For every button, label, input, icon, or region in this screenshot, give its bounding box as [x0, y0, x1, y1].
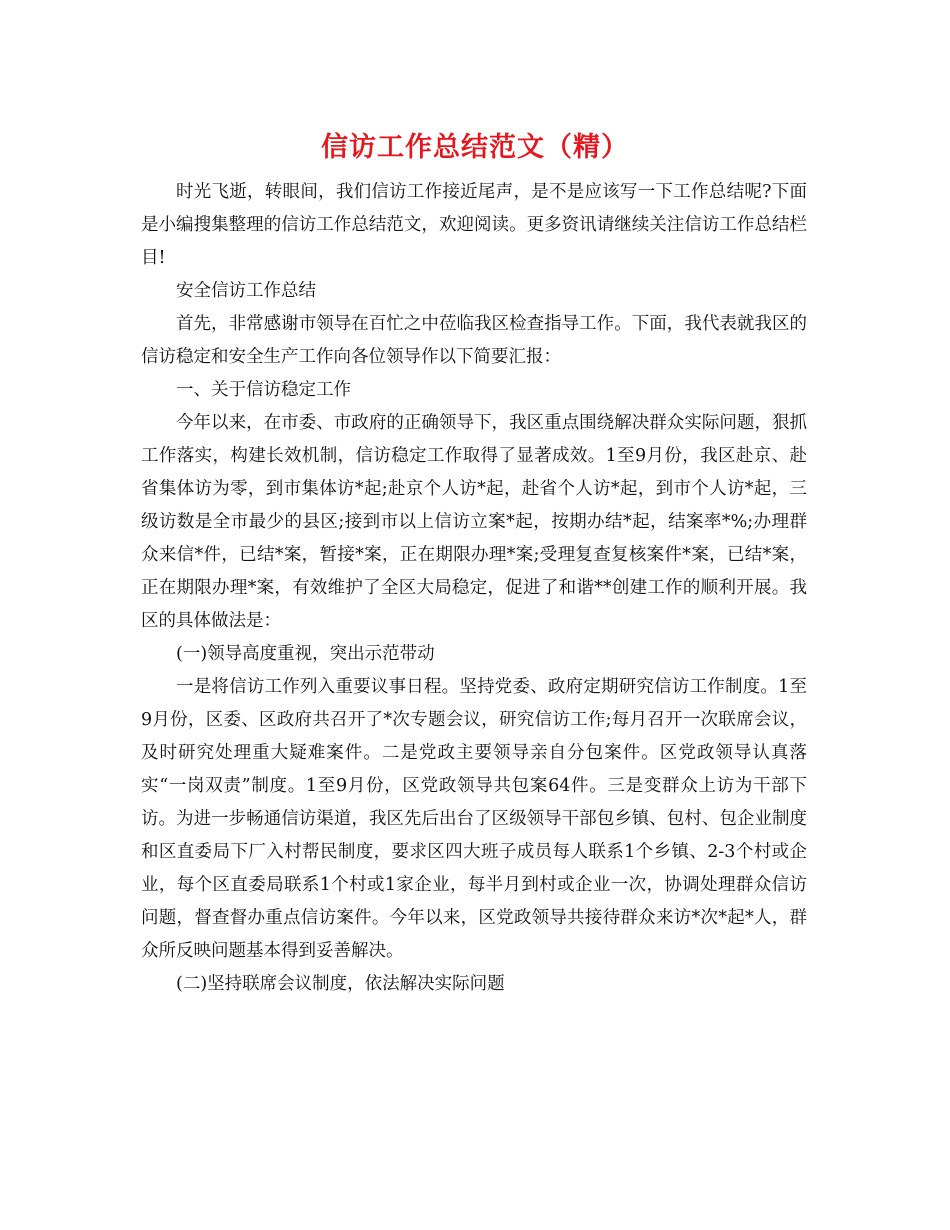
body-paragraph: 今年以来，在市委、市政府的正确领导下，我区重点围绕解决群众实际问题，狠抓工作落实，构建长效机制，信访稳定工作取得了显著成效。1至9月份，我区赴京、赴省集体访为零，到市集体访*起;赴京个人访*起，赴省个人访*起，到市个人访*起，三级访数是全市最少的县区;接到市以上信访立案*起，按期办结*起，结案率*%;办理群众来信*件，已结*案，暂接*案，正在期限办理*案;受理复查复核案件*案，已结*案，正在期限办理*案，有效维护了全区大局稳定，促进了和谐**创建工作的顺利开展。我区的具体做法是： — [141, 413, 807, 631]
opening-paragraph: 首先，非常感谢市领导在百忙之中莅临我区检查指导工作。下面，我代表就我区的信访稳定和安全生产工作向各位领导作以下简要汇报： — [141, 314, 807, 367]
document-body — [141, 176, 807, 1001]
section-heading: 安全信访工作总结 — [176, 281, 316, 301]
intro-paragraph: 时光飞逝，转眼间，我们信访工作接近尾声，是不是应该写一下工作总结呢?下面是小编搜集整理的信访工作总结范文，欢迎阅读。更多资讯请继续关注信访工作总结栏目! — [141, 182, 807, 268]
document-title: 信访工作总结范文（精） — [321, 132, 629, 163]
section-heading: 一、关于信访稳定工作 — [176, 380, 351, 400]
subsection-heading: (一)领导高度重视，突出示范带动 — [176, 644, 435, 664]
body-paragraph: 一是将信访工作列入重要议事日程。坚持党委、政府定期研究信访工作制度。1至9月份，区委、区政府共召开了*次专题会议，研究信访工作;每月召开一次联席会议，及时研究处理重大疑难案件。二是党政主要领导亲自分包案件。区党政领导认真落实“一岗双责”制度。1至9月份，区党政领导共包案64件。三是变群众上访为干部下访。为进一步畅通信访渠道，我区先后出台了区级领导干部包乡镇、包村、包企业制度和区直委局下厂入村帮民制度，要求区四大班子成员每人联系1个乡镇、2-3个村或企业，每个区直委局联系1个村或1家企业，每半月到村或企业一次，协调处理群众信访问题，督查督办重点信访案件。今年以来，区党政领导共接待群众来访*次*起*人，群众所反映问题基本得到妥善解决。 — [141, 677, 807, 961]
subsection-heading: (二)坚持联席会议制度，依法解决实际问题 — [176, 974, 505, 994]
